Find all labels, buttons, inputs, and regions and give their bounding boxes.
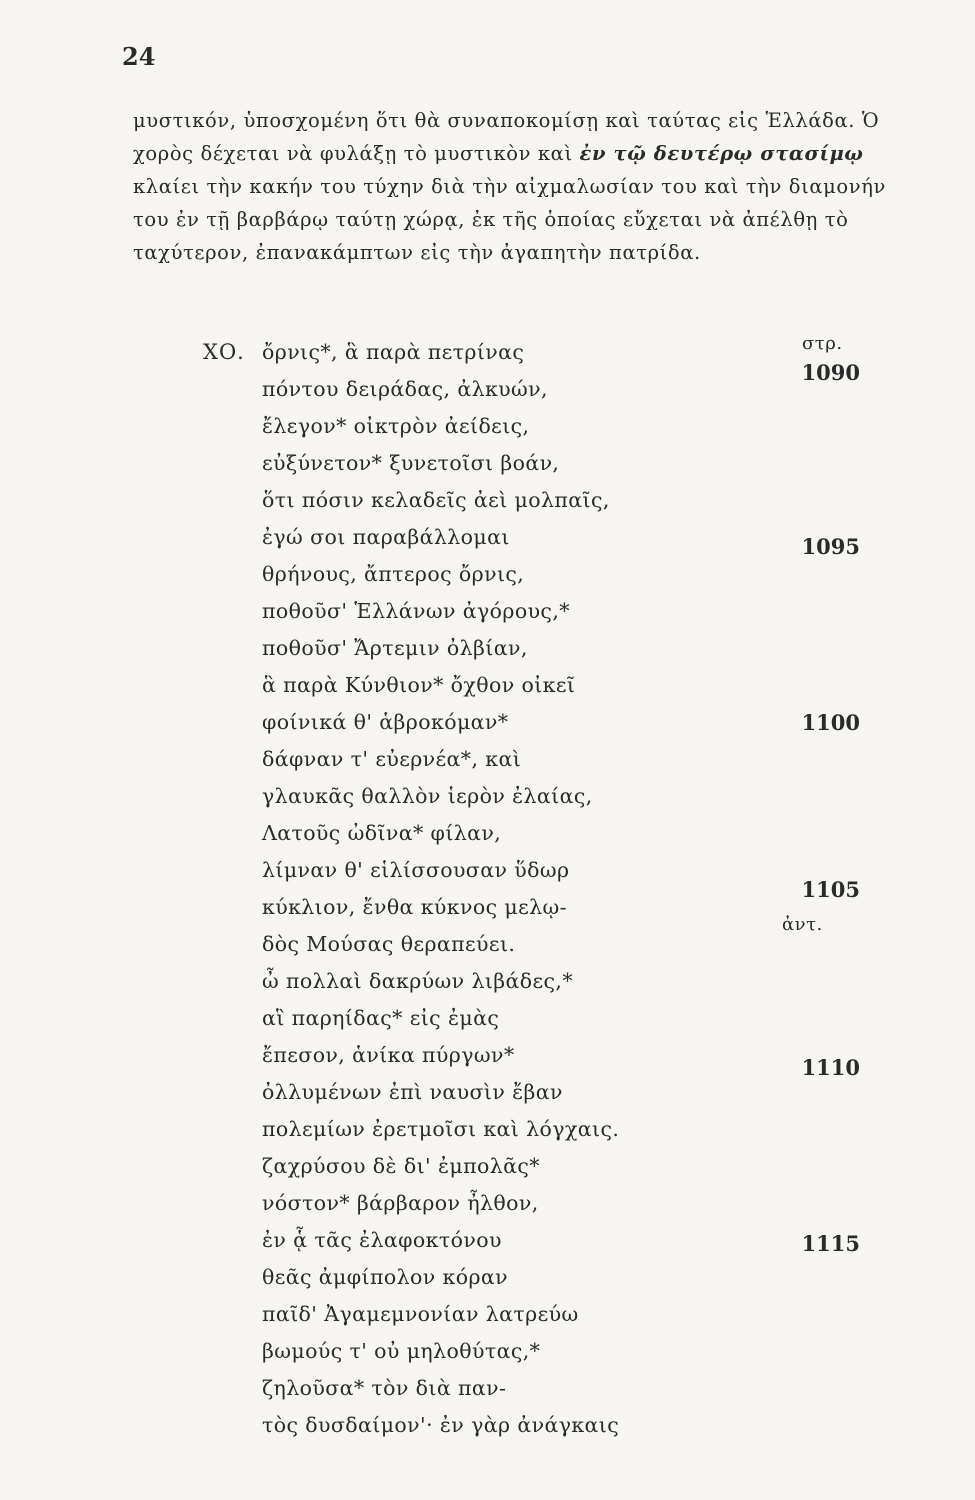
strophe-marker: στρ. (802, 333, 843, 354)
verse-line: ἐν ᾇ τᾶς ἐλαφοκτόνου (262, 1228, 502, 1252)
verse-line: ζηλοῦσα* τὸν διὰ παν- (262, 1376, 507, 1400)
verse-line: δάφναν τ' εὐερνέα*, καὶ (262, 747, 522, 771)
verse-line: παῖδ' Ἀγαμεμνονίαν λατρεύω (262, 1302, 579, 1326)
intro-paragraph (133, 104, 893, 269)
verse-line: γλαυκᾶς θαλλὸν ἱερὸν ἐλαίας, (262, 784, 593, 808)
intro-text-1: μυστικόν, ὑποσχομένη ὅτι θὰ συναποκομίσῃ καὶ ταύτας εἰς Ἑλλάδα. Ὁ χορὸς δέχεται νὰ φυλάξῃ τὸ μυστικὸν καὶ (133, 109, 880, 165)
intro-emphasis: ἐν τῷ δευτέρῳ στασίμῳ (579, 142, 864, 165)
verse-line: ὅτι πόσιν κελαδεῖς ἀεὶ μολπαῖς, (262, 488, 610, 512)
verse-line: τὸς δυσδαίμον'· ἐν γὰρ ἀνάγκαις (262, 1413, 620, 1437)
verse-line: βωμούς τ' οὐ μηλοθύτας,* (262, 1339, 541, 1363)
verse-line: ἔπεσον, ἁνίκα πύργων* (262, 1043, 515, 1067)
verse-line: θρήνους, ἄπτερος ὄρνις, (262, 562, 525, 586)
verse-line: εὐξύνετον* ξυνετοῖσι βοάν, (262, 451, 560, 475)
verse-line: ἃ παρὰ Κύνθιον* ὄχθον οἰκεῖ (262, 673, 576, 697)
verse-line: Λατοῦς ὠδῖνα* φίλαν, (262, 821, 502, 845)
verse-line: πόντου δειράδας, ἀλκυών, (262, 377, 548, 401)
verse-line: ἐγώ σοι παραβάλλομαι (262, 525, 510, 549)
verse-line: ὀλλυμένων ἐπὶ ναυσὶν ἔβαν (262, 1080, 563, 1104)
verse-line: δὸς Μούσας θεραπεύει. (262, 932, 516, 956)
speaker-label: ΧΟ. (203, 340, 245, 364)
intro-text-2: κλαίει τὴν κακήν του τύχην διὰ τὴν αἰχμαλωσίαν του καὶ τὴν διαμονήν του ἐν τῇ βαρβάρῳ ταύτῃ χώρᾳ, ἐκ τῆς ὁποίας εὔχεται νὰ ἀπέλθῃ τὸ ταχύτερον, ἐπανακάμπτων εἰς τὴν ἀγαπητὴν πατρίδα. (133, 175, 886, 264)
verse-line: ποθοῦσ' Ἄρτεμιν ὀλβίαν, (262, 636, 528, 660)
line-number: 1110 (801, 1055, 860, 1080)
verse-line: πολεμίων ἐρετμοῖσι καὶ λόγχαις. (262, 1117, 620, 1141)
line-number: 1095 (801, 534, 860, 559)
verse-line: φοίνικά θ' ἁβροκόμαν* (262, 710, 509, 734)
verse-line: αἳ παρηίδας* εἰς ἐμὰς (262, 1006, 500, 1030)
line-number: 1090 (801, 360, 860, 385)
page-number: 24 (122, 42, 156, 71)
antistrophe-marker: ἀντ. (782, 914, 823, 935)
line-number: 1105 (801, 877, 860, 902)
verse-line: ζαχρύσου δὲ δι' ἐμπολᾶς* (262, 1154, 540, 1178)
line-number: 1115 (801, 1231, 860, 1256)
verse-line: λίμναν θ' εἱλίσσουσαν ὕδωρ (262, 858, 570, 882)
verse-line: ὦ πολλαὶ δακρύων λιβάδες,* (262, 969, 573, 993)
line-number: 1100 (801, 710, 860, 735)
verse-line: κύκλιον, ἔνθα κύκνος μελῳ- (262, 895, 567, 919)
verse-line: νόστον* βάρβαρον ἦλθον, (262, 1191, 539, 1215)
verse-line: ἔλεγον* οἰκτρὸν ἀείδεις, (262, 414, 530, 438)
verse-line: θεᾶς ἀμφίπολον κόραν (262, 1265, 509, 1289)
verse-line: ποθοῦσ' Ἑλλάνων ἀγόρους,* (262, 599, 570, 623)
verse-line: ὄρνις*, ἃ παρὰ πετρίνας (262, 340, 525, 364)
